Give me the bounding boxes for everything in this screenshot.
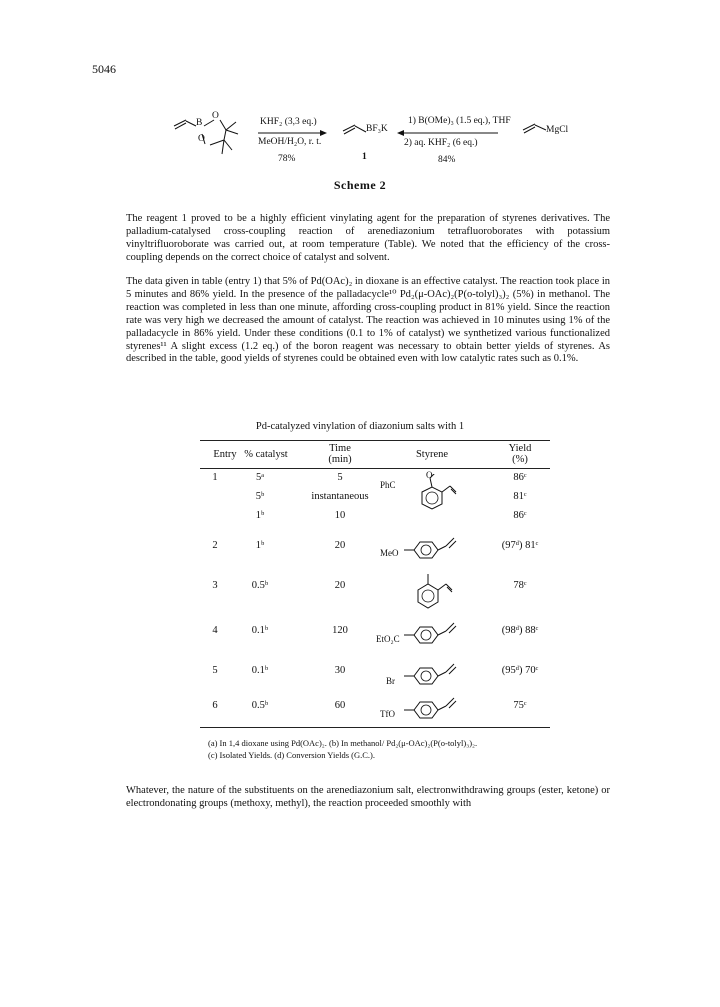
reagent-a-top: KHF₂ (3,3 eq.) <box>260 117 317 127</box>
benzene-ring-icon <box>404 536 464 564</box>
row-time: 60 <box>334 700 346 711</box>
row-catalyst: 0.1ᵇ <box>251 665 269 676</box>
substituent-label: TfO <box>380 709 395 719</box>
paragraph-1 <box>126 213 610 265</box>
paragraph-3-text: Whatever, the nature of the substituents on the arenediazonium salt, electronwithdrawing groups (ester, ketone) or electrondonating groups (methoxy, methyl), the reaction proceeded smoothly with <box>126 785 610 809</box>
header-styrene: Styrene <box>415 449 449 460</box>
styrene-structure-6 <box>404 696 464 729</box>
row-time: 5 <box>337 472 343 483</box>
row-catalyst: 1ᵇ <box>255 510 265 521</box>
table-bottom-rule <box>200 727 550 728</box>
row-time: 120 <box>332 625 348 636</box>
row-catalyst: 0.1ᵇ <box>251 625 269 636</box>
styrene-structure-4 <box>404 621 464 654</box>
footnote-2: (c) Isolated Yields. (d) Conversion Yields (G.C.). <box>208 749 375 760</box>
header-time-unit: (min) <box>328 454 352 465</box>
row-entry: 1 <box>212 472 218 483</box>
substituent-label: Br <box>386 676 395 686</box>
styrene-structure-5 <box>404 662 464 695</box>
row-yield: 86ᶜ <box>513 472 527 483</box>
boron-atom: B <box>196 118 203 128</box>
row-yield: 78ᶜ <box>513 580 527 591</box>
styrene-structure-1 <box>400 474 460 531</box>
row-yield: (97ᵈ) 81ᶜ <box>501 540 539 551</box>
header-catalyst: % catalyst <box>244 449 288 460</box>
styrene-structure-2 <box>404 536 464 569</box>
reagent-b-top: 1) B(OMe)₃ (1.5 eq.), THF <box>408 116 511 126</box>
row-catalyst: 5ᵃ <box>255 472 265 483</box>
oxygen-atom-1: O <box>212 111 219 121</box>
table-top-rule <box>200 440 550 441</box>
row-yield: 75ᶜ <box>513 700 527 711</box>
vinyl-boronate-structure <box>174 120 238 154</box>
row-catalyst: 0.5ᵇ <box>251 580 269 591</box>
paragraph-2-text: The data given in table (entry 1) that 5% of Pd(OAc)₂ in dioxane is an effective catalyst. The reaction took place in 5 minutes and 86% yield. In the presence of the palladacycle¹⁰ Pd₂(μ-OAc)₂(P(o-tolyl)₃)₂ (5%) in methanol. The reaction was completed in less than one minute, affording cross-coupling product in 81% yield. Since the reaction rate was very high we decreased the amount of catalyst. The reaction was achieved in 10 minutes using 1% of the palladacycle in 86% yield. Under these conditions (0.1 to 1% of catalyst) we synthetized various functionalized styrenes¹¹ A slight excess (1.2 eq.) of the boron reagent was necessary to obtain better yields of styrenes. As described in the table, good yields of styrenes could be obtained even with low catalytic rates such as 0.1%. <box>126 276 610 365</box>
row-time: instantaneous <box>311 491 369 502</box>
header-entry: Entry <box>213 449 237 460</box>
row-yield: 81ᶜ <box>513 491 527 502</box>
header-time: Time <box>329 443 351 454</box>
row-entry: 3 <box>212 580 218 591</box>
reagent-b-bottom: 2) aq. KHF₂ (6 eq.) <box>404 138 478 148</box>
styrene-structure-3 <box>404 570 464 623</box>
benzene-ring-icon <box>404 696 464 724</box>
yield-a: 78% <box>278 154 296 164</box>
table-header-rule <box>200 468 550 469</box>
row-time: 30 <box>334 665 346 676</box>
phc-label: PhC <box>380 480 396 490</box>
yield-b: 84% <box>438 155 456 165</box>
row-yield: (95ᵈ) 70ᶜ <box>501 665 539 676</box>
header-yield-unit: (%) <box>512 454 528 465</box>
scheme-title: Scheme 2 <box>333 178 387 192</box>
row-entry: 4 <box>212 625 218 636</box>
paragraph-3 <box>126 785 610 811</box>
table-caption: Pd-catalyzed vinylation of diazonium salts with 1 <box>255 421 465 432</box>
row-yield: 86ᶜ <box>513 510 527 521</box>
ketone-o-label: O <box>426 470 433 480</box>
row-entry: 6 <box>212 700 218 711</box>
substituent-label: EtO₂C <box>376 634 400 644</box>
page-number: 5046 <box>92 62 116 76</box>
benzene-ring-icon <box>404 662 464 690</box>
bf3k-label: BF₃K <box>366 124 388 134</box>
vinyl-mgcl-structure <box>523 124 546 133</box>
oxygen-atom-2: O <box>198 134 205 144</box>
row-entry: 5 <box>212 665 218 676</box>
substituent-label: MeO <box>380 548 399 558</box>
benzene-ring-icon <box>400 474 460 526</box>
footnote-1: (a) In 1,4 dioxane using Pd(OAc)₂. (b) In methanol/ Pd₂(μ-OAc)₂(P(o-tolyl)₃)₂. <box>208 738 478 748</box>
paragraph-1-text: The reagent 1 proved to be a highly efficient vinylating agent for the preparation of styrenes derivatives. The palladium-catalysed cross-coupling reaction of arenediazonium tetrafluoroborates with potassium vinyltrifluoroborate was carried out, at room temperature (Table). We noted that the efficiency of the cross-coupling depends on the correct choice of catalyst and solvent. <box>126 213 610 263</box>
mgcl-label: MgCl <box>546 125 569 135</box>
row-entry: 2 <box>212 540 218 551</box>
row-catalyst: 5ᵇ <box>255 491 265 502</box>
row-catalyst: 0.5ᵇ <box>251 700 269 711</box>
table-footnotes <box>208 738 608 761</box>
row-time: 10 <box>334 510 346 521</box>
compound-number: 1 <box>362 152 367 162</box>
reagent-a-bottom: MeOH/H₂O, r. t. <box>258 137 322 147</box>
paragraph-2 <box>126 276 610 366</box>
row-time: 20 <box>334 580 346 591</box>
row-catalyst: 1ᵇ <box>255 540 265 551</box>
header-yield: Yield <box>508 443 532 454</box>
benzene-ring-icon <box>404 621 464 649</box>
vinyl-bf3k-structure <box>343 125 366 134</box>
benzene-ring-icon <box>404 570 464 618</box>
row-time: 20 <box>334 540 346 551</box>
row-yield: (98ᵈ) 88ᶜ <box>501 625 539 636</box>
